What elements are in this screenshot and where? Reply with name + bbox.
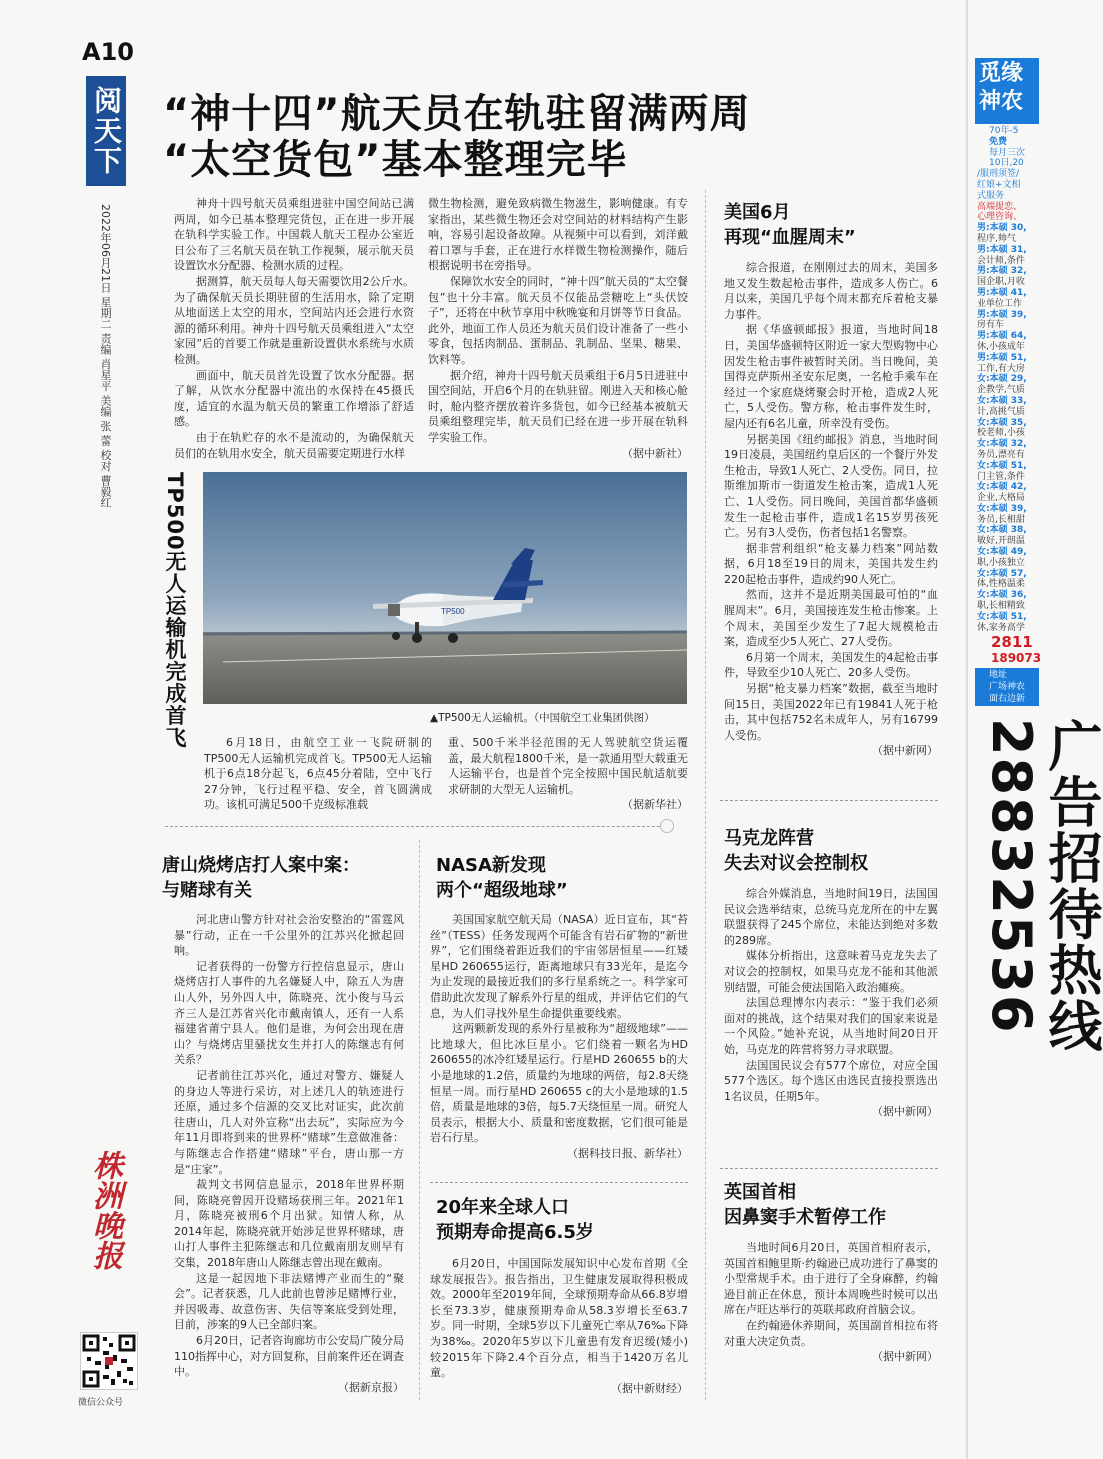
plane-body-left xyxy=(204,735,432,813)
tangshan-source: （据新京报） xyxy=(338,1380,404,1394)
ad-entry: 男:本硕 39, xyxy=(977,309,1027,320)
usa-paragraph: 另据“枪支暴力档案”数据，截至当地时间15日，美国2022年已有19841人死于枪击，其中包括752名未成年人，另有16799人受伤。 xyxy=(724,682,938,742)
ad-entry: 女:本硕 49, xyxy=(977,547,1027,558)
ad-entry: 男:本硕 41, xyxy=(977,287,1027,298)
lead-col-1 xyxy=(174,196,414,460)
life-paragraph: 6月20日，中国国际发展知识中心发布首期《全球发展报告》。报告指出，卫生健康发展取得积极成效。2000年至2019年间，全球预期寿命从66.8岁增长至73.3岁，健康预期寿命从58.3岁增长至63.7岁。同一时期，全球5岁以下儿童死亡率从76‰下降为38‰。2020年5岁以下儿童患有发育迟缓(矮小)较2015年下降2.4个百分点，相当于1420万名儿童。 xyxy=(430,1257,688,1380)
divider xyxy=(430,1182,688,1183)
usa-paragraph: 然而，这并不是近期美国最可怕的“血腥周末”。6月，美国接连发生枪击惨案。上个周末，美国至少发生了7起大规模枪击案，造成至少5人死亡、27人受伤。 xyxy=(724,588,938,649)
uk-paragraph: 当地时间6月20日，英国首相府表示，英国首相鲍里斯·约翰逊已成功进行了鼻窦的小型常规手术。由于进行了全身麻醉，约翰逊目前正在休息，预计本周晚些时候可以出席在卢旺达举行的英联邦政府首脑会议。 xyxy=(724,1241,938,1317)
life-headline-line2: 预期寿命提高6.5岁 xyxy=(436,1222,594,1243)
ad-address-box xyxy=(975,668,1039,706)
macron-headline-line1: 马克龙阵营 xyxy=(724,828,814,849)
ad-phone-1[interactable]: 2811 xyxy=(991,633,1033,652)
divider xyxy=(165,826,670,827)
usa-paragraph: 综合报道，在刚刚过去的周末，美国多地又发生数起枪击事件，造成多人伤亡。6月以来，美国几乎每个周末都充斥着枪支暴力事件。 xyxy=(724,261,938,321)
plane-body-right xyxy=(448,735,688,813)
ad-address: 地址 xyxy=(989,670,1008,681)
ad-entry: 男:本硕 64, xyxy=(977,331,1027,342)
ad-entry: 务员,漂亮有 xyxy=(977,449,1025,460)
lead-paragraph: 微生物检测，避免致病微生物滋生，影响健康。有专家指出，某些微生物还会对空间站的材料结构产生影响，容易引起设备故障。从视频中可以看到，刘洋戴着口罩与手套，正在进行水样微生物检测操作，随后根据说明书在旁指导。 xyxy=(428,197,688,273)
ad-entry: 女:本硕 36, xyxy=(977,590,1027,601)
macron-body xyxy=(724,886,938,1164)
ad-entry: 计,高挑气质 xyxy=(977,406,1025,417)
ad-entry: 业单位工作 xyxy=(977,298,1023,309)
tangshan-body xyxy=(174,912,404,1402)
tangshan-paragraph: 记者获得的一份警方行控信息显示，唐山烧烤店打人事件的九名嫌疑人中，除五人为唐山人外，另外四人中，陈晓亮、沈小俊与马云齐三人是江苏省兴化市戴南镇人，还有一人系福建省莆宁县人。他们是谁，为何会出现在唐山？与烧烤店里骚扰女生并打人的陈继志有何关系？ xyxy=(174,959,404,1067)
lead-paragraph: 据测算，航天员每人每天需要饮用2公斤水。为了确保航天员长期驻留的生活用水，除了定期从地面送上太空的用水，空间站内还会进行水资源的循环利用。神舟十四号航天员乘组进入“太空家园”后的首要工作就是重新设置供水系统与水质检测。 xyxy=(174,274,414,366)
ad-entry: 女:本硕 51, xyxy=(977,460,1027,471)
nasa-paragraph: 美国国家航空航天局（NASA）近日宣布，其“苔丝”（TESS）任务发现两个可能含有岩石矿物的“新世界”，它们围绕着距近我们的宇宙邻居恒星——红矮星HD 260655运行，距离地球只有33光年，是迄今为止发现的最接近我们的多行星系统之一。科学家可借助此次发现了解系外行星的组成，并评估它们的气息，为人们寻找外星生命提供重要线索。 xyxy=(430,913,688,1020)
ad-address: 广场神农 xyxy=(989,682,1026,693)
ad-text: 10日,20 xyxy=(989,158,1024,169)
macron-paragraph: 综合外媒消息，当地时间19日，法国国民议会选举结束，总统马克龙所在的中左翼联盟获得了245个席位，未能达到绝对多数的289席。 xyxy=(724,887,938,947)
life-body xyxy=(430,1256,688,1406)
ad-text: 高端提恋、 xyxy=(977,201,1023,212)
usa-source: （据中新网） xyxy=(872,744,938,758)
divider xyxy=(720,800,938,801)
ad-entry: 职,小孩独立 xyxy=(977,557,1025,568)
lead-paragraph: 画面中，航天员首先设置了饮水分配器。据了解，从饮水分配器中流出的水保持在45摄氏度，适宜的水温为航天员的繁重工作增添了舒适感。 xyxy=(174,368,414,429)
uk-source: （据中新网） xyxy=(872,1350,938,1364)
nasa-source: （据科技日报、新华社） xyxy=(567,1146,688,1160)
section-label: 阅天下 xyxy=(86,76,126,186)
dateline: 2022年06月21日 星期二 责编 肖星平 美编 张 蕾 校对 曹毅红 xyxy=(99,204,112,508)
ad-entry: 男:本硕 30, xyxy=(977,223,1027,234)
divider-vertical xyxy=(705,190,706,1400)
ad-entry: 工作,有大房 xyxy=(977,363,1025,374)
usa-paragraph: 据非营利组织“枪支暴力档案”网站数据，6月18至19日的周末，美国共发生约220起枪击事件，造成约90人死亡。 xyxy=(724,541,938,586)
ad-title-line1: 觅缘 xyxy=(979,61,1024,86)
usa-headline-line1: 美国6月 xyxy=(724,202,791,223)
lead-headline-line1: “神十四”航天员在轨驻留满两周 xyxy=(163,91,751,137)
lead-paragraph: 由于在轨贮存的水不是流动的，为确保航天员们的在轨用水安全，航天员需要定期进行水样 xyxy=(174,430,414,460)
uk-headline-line1: 英国首相 xyxy=(724,1182,796,1203)
divider xyxy=(720,1168,938,1169)
life-headline-line1: 20年来全球人口 xyxy=(436,1197,570,1218)
qr-label: 微信公众号 xyxy=(78,1398,124,1408)
divider-vertical xyxy=(419,840,420,1400)
ad-entry-list xyxy=(975,223,1039,633)
ad-entry: 休,家务高学 xyxy=(977,622,1025,633)
plane-source: （据新华社） xyxy=(622,798,688,812)
tangshan-paragraph: 记者前往江苏兴化，通过对警方、嫌疑人的身边人等进行采访，对上述几人的轨迹进行还原，通过多个信源的交叉比对证实，此次前往唐山，几人对外宣称“出去玩”，实际应为今年11月即将到来的世界杯“赌球”生意做准备：与陈继志合作搭建“赌球”平台，唐山那一方是“庄家”。 xyxy=(174,1068,404,1176)
ad-entry: 女:本硕 39, xyxy=(977,503,1027,514)
tangshan-paragraph: 裁判文书网信息显示，2018年世界杯期间，陈晓亮曾因开设赌场获刑三年。2021年1月，陈晓亮被刑6个月出狱。知情人称，从2014年起，陈晓亮就开始涉足世界杯赌球，唐山打人事件主犯陈继志和几位戴南朋友则早有交集，2018年唐山人陈继志曾出现在戴南。 xyxy=(174,1178,404,1270)
ad-title-line2: 神农 xyxy=(979,89,1024,114)
macron-source: （据中新网） xyxy=(872,1105,938,1119)
tangshan-paragraph: 这是一起因地下非法赌博产业而生的“聚会”。记者获悉，几人此前也曾涉足赌博行业，并因吸毒、故意伤害、失信等案底受到处理，目前，涉案的9人已全部归案。 xyxy=(174,1271,404,1332)
lead-source: （据中新社） xyxy=(622,446,688,460)
ad-entry: 门主管,条件 xyxy=(977,471,1025,482)
usa-body xyxy=(724,260,938,800)
ad-phone-2[interactable]: 189073 xyxy=(991,651,1042,666)
divider-dot xyxy=(660,819,674,833)
qr-icon xyxy=(81,1333,137,1389)
ad-entry: 企业,大格局 xyxy=(977,493,1025,504)
ad-text: 心理咨询、 xyxy=(977,212,1023,223)
uk-body xyxy=(724,1240,938,1400)
ad-entry: 房有车 xyxy=(977,320,1005,331)
nasa-headline-line1: NASA新发现 xyxy=(436,855,546,876)
ad-entry: 敏好,开朗温 xyxy=(977,536,1025,547)
plane-paragraph: 重、500千米半径范围的无人驾驶航空货运覆盖，最大航程1800千米，是一款通用型大载重无人运输平台，也是首个完全按照中国民航适航要求研制的大型无人运输机。 xyxy=(448,736,688,796)
lead-paragraph: 神舟十四号航天员乘组进驻中国空间站已满两周，如今已基本整理完货包，正在进一步开展在轨科学实验工作。中国载人航天工程办公室近日公布了三名航天员在轨工作视频，展示航天员设置饮水分配器、检测水质的过程。 xyxy=(174,197,414,273)
tangshan-paragraph: 河北唐山警方针对社会治安整治的“雷霆风暴”行动，正在一千公里外的江苏兴化掀起回响。 xyxy=(174,913,404,958)
ad-title-box xyxy=(975,58,1039,124)
qr-code[interactable] xyxy=(80,1332,138,1390)
ad-entry: 国企职,月收 xyxy=(977,277,1025,288)
life-source: （据中新财经） xyxy=(611,1381,688,1395)
ad-entry: 女:本硕 57, xyxy=(977,568,1027,579)
ad-text: 红娘+文相 xyxy=(977,179,1021,190)
macron-paragraph: 媒体分析指出，这意味着马克龙失去了对议会的控制权，如果马克龙不能和其他派别结盟，可能会使法国陷入政治瘫痪。 xyxy=(724,949,938,994)
ad-entry: 男:本硕 32, xyxy=(977,266,1027,277)
ad-hotline: 广告招待热线28832536 xyxy=(980,718,1103,1055)
macron-paragraph: 法国国民议会有577个席位，对应全国577个选区。每个选区由选民直接投票选出1名议员，任期5年。 xyxy=(724,1058,938,1103)
usa-paragraph: 6月第一个周末，美国发生的4起枪击事件，导致至少10人死亡、20多人受伤。 xyxy=(724,650,938,680)
ad-entry: 女:本硕 51, xyxy=(977,611,1027,622)
ad-entry: 女:本硕 33, xyxy=(977,395,1027,406)
plane-photo xyxy=(203,472,687,704)
page-number: A10 xyxy=(82,38,134,66)
usa-headline-line2: 再现“血腥周末” xyxy=(724,227,856,248)
uk-headline-line2: 因鼻窦手术暂停工作 xyxy=(724,1207,886,1228)
lead-col-2 xyxy=(428,196,688,460)
ad-text: 每月三次 xyxy=(989,147,1026,158)
ad-entry: 企教学,气质 xyxy=(977,385,1025,396)
ad-entry: 男:本硕 31, xyxy=(977,244,1027,255)
nasa-headline-line2: 两个“超级地球” xyxy=(436,880,568,901)
aircraft-tail-label: TP500 xyxy=(441,607,465,616)
usa-paragraph: 另据美国《纽约邮报》消息，当地时间19日凌晨，美国纽约皇后区的一个餐厅外发生枪击，导致1人死亡、2人受伤。同日，拉斯维加斯市一街道发生枪击案，造成1人死亡、1人受伤。同日晚间，美国首都华盛顿发生一起枪击事件，造成1名15岁男孩死亡。另有3人受伤，伤者包括1名警察。 xyxy=(724,432,938,540)
plane-headline: TP500无人运输机完成首飞 xyxy=(163,472,187,749)
macron-paragraph: 法国总理博尔内表示：“鉴于我们必须面对的挑战，这个结果对我们的国家来说是一个风险。”她补充说，从当地时间20日开始，马克龙的阵营将努力寻求联盟。 xyxy=(724,996,938,1056)
uk-paragraph: 在约翰逊休养期间，英国副首相拉布将对重大决定负责。 xyxy=(724,1318,938,1348)
nasa-paragraph: 这两颗新发现的系外行星被称为“超级地球”——比地球大，但比冰巨星小。它们绕着一颗名为HD 260655的冰冷红矮星运行。行星HD 260655 b的大小是地球的1.2倍，质量约为地球的两倍，每2.8天绕恒星一周。而行星HD 260655 c的大小是地球的1.5倍，质量是地球的3倍，每5.7天绕恒星一周。研究人员表示，根据大小、质量和密度数据，它们很可能是岩石行星。 xyxy=(430,1022,688,1145)
tangshan-headline-line1: 唐山烧烤店打人案中案： xyxy=(162,855,360,876)
ad-entry: 校老师,小孩 xyxy=(977,428,1025,439)
ad-entry: 务员,长相甜 xyxy=(977,514,1025,525)
ad-text: 式服务 xyxy=(977,190,1005,201)
plane-paragraph: 6月18日，由航空工业一飞院研制的TP500无人运输机完成首飞。TP500无人运输机于6点18分起飞，6点45分着陆，空中飞行27分钟，飞行过程平稳、安全，首飞圆满成功。该机可满足500千克级标准载 xyxy=(204,736,432,812)
lead-headline-line2: “太空货包”基本整理完毕 xyxy=(163,137,628,183)
tangshan-paragraph: 6月20日，记者咨询廊坊市公安局广陵分局110指挥中心，对方回复称，目前案件还在调查中。 xyxy=(174,1334,404,1379)
lead-paragraph: 保障饮水安全的同时，“神十四”航天员的“太空餐包”也十分丰富。航天员不仅能品尝糖吃上“头伏饺子”，还将在中秋节享用中秋晚宴和月饼等节日食品。此外，地面工作人员还为航天员们设计准备了一些小零食，包括肉制品、蛋制品、乳制品、坚果、糖果、饮料等。 xyxy=(428,274,688,366)
ad-entry: 女:本硕 38, xyxy=(977,525,1027,536)
ad-entry: 女:本硕 32, xyxy=(977,439,1027,450)
right-ad xyxy=(975,58,1103,1428)
ad-entry: 休,小孩成年 xyxy=(977,341,1025,352)
ad-entry: 职,长相精致 xyxy=(977,601,1025,612)
ad-entry: 男:本硕 51, xyxy=(977,352,1027,363)
ad-entry: 程序,帅气 xyxy=(977,233,1016,244)
ad-divider xyxy=(966,0,968,1459)
nasa-body xyxy=(430,912,688,1174)
ad-entry: 会计师,条件 xyxy=(977,255,1025,266)
ad-entry: 体,性格温柔 xyxy=(977,579,1025,590)
ad-entry: 女:本硕 42, xyxy=(977,482,1027,493)
ad-text: 免费 xyxy=(989,136,1008,147)
usa-paragraph: 据《华盛顿邮报》报道，当地时间18日，美国华盛顿特区附近一家大型购物中心因发生枪击事件被暂时关闭。当日晚间，美国得克萨斯州圣安东尼奥，一名枪手乘车在经过一个家庭烧烤聚会时开枪，造成2人死亡，5人受伤。警方称，枪击事件发生时，屋内还有6名儿童，所幸没有受伤。 xyxy=(724,323,938,430)
ad-address: 面右边新 xyxy=(989,694,1026,705)
tangshan-headline-line2: 与赌球有关 xyxy=(162,880,252,901)
ad-text: /服刑须签/ xyxy=(977,169,1020,180)
ad-entry: 女:本硕 29, xyxy=(977,374,1027,385)
lead-paragraph: 据介绍，神舟十四号航天员乘组于6月5日进驻中国空间站，开启6个月的在轨驻留。刚进入天和核心舱时，舱内整齐摆放着许多货包，如今已经基本被航天员乘组整理完毕，航天员们已经在进一步开展在轨科学实验工作。 xyxy=(428,368,688,444)
ad-entry: 女:本硕 35, xyxy=(977,417,1027,428)
masthead-logo-display: 株洲晚报 xyxy=(87,1150,122,1270)
plane-caption: ▲TP500无人运输机。（中国航空工业集团供图） xyxy=(430,712,655,724)
ad-text: 70年-5 xyxy=(989,126,1019,136)
macron-headline-line2: 失去对议会控制权 xyxy=(724,853,868,874)
